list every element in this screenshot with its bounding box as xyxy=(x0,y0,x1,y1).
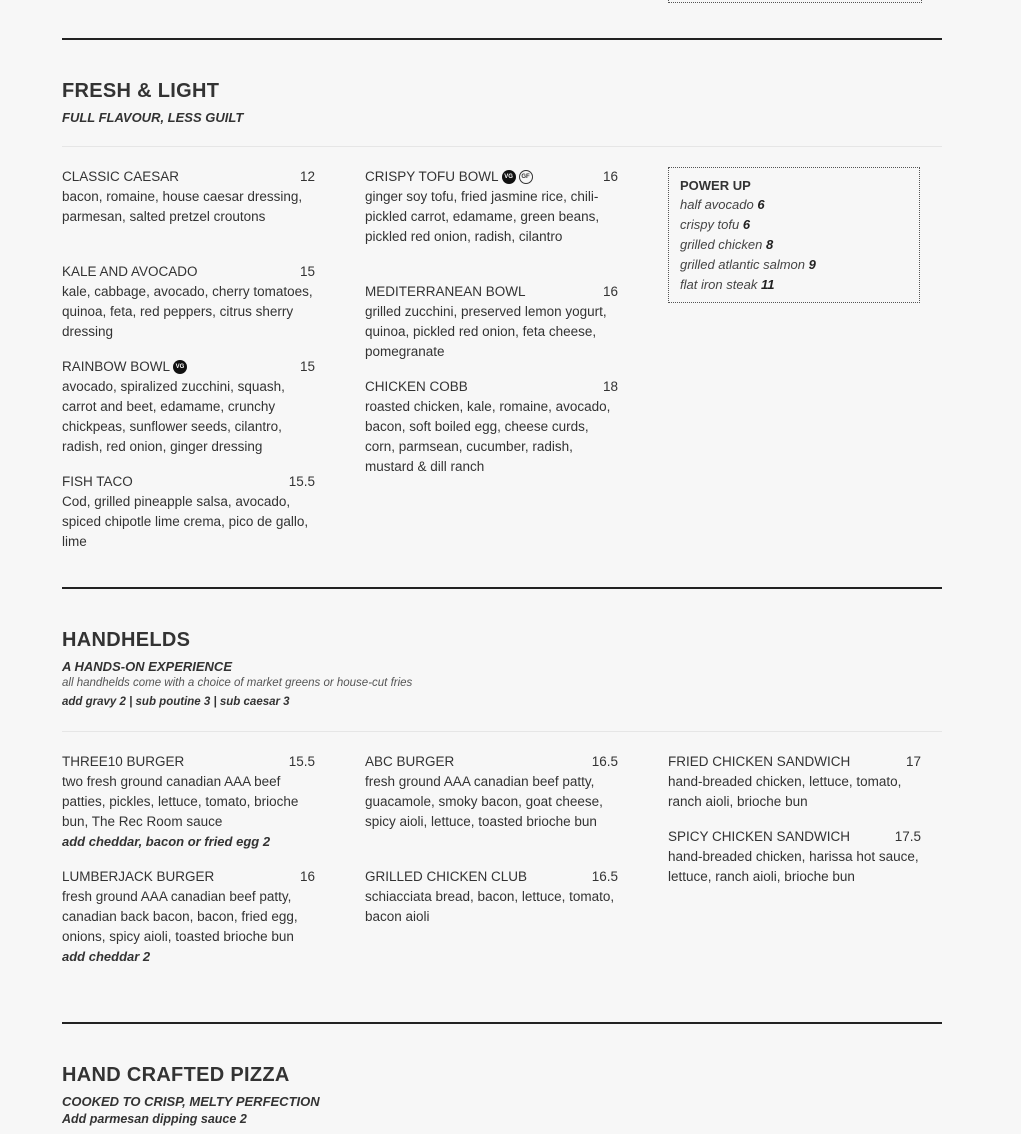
item-description: hand-breaded chicken, lettuce, tomato, ranch aioli, brioche bun xyxy=(668,774,902,809)
item-description: Cod, grilled pineapple salsa, avocado, spiced chipotle lime crema, pico de gallo, lime xyxy=(62,494,309,549)
gluten-free-badge-icon: GF xyxy=(519,170,533,184)
item-name: ABC BURGER xyxy=(365,754,455,769)
item-description: grilled zucchini, preserved lemon yogurt, quinoa, pickled red onion, feta cheese, pomegranate xyxy=(365,304,607,359)
power-up-row xyxy=(680,215,908,235)
item-name: CHICKEN COBB xyxy=(365,379,468,394)
item-description: two fresh ground canadian AAA beef patties, pickles, lettuce, tomato, brioche bun, The Rec Room sauce xyxy=(62,774,299,829)
menu-item-grilled-chicken-club xyxy=(365,867,618,927)
power-up-row xyxy=(680,195,908,215)
item-description: fresh ground AAA canadian beef patty, canadian back bacon, bacon, fried egg, onions, spicy aioli, toasted brioche bun xyxy=(62,889,298,944)
item-price: 16 xyxy=(299,869,315,884)
menu-item-lumberjack-burger xyxy=(62,867,315,967)
item-price: 16.5 xyxy=(591,869,618,884)
power-up-row xyxy=(680,235,908,255)
power-up-row xyxy=(680,275,908,295)
section-title-fresh-light: FRESH & LIGHT xyxy=(62,80,220,102)
power-up-label: grilled chicken xyxy=(680,237,763,252)
section-header-divider xyxy=(62,146,942,147)
item-price: 15 xyxy=(299,359,315,374)
section-divider xyxy=(62,1022,942,1024)
menu-item-fried-chicken-sandwich xyxy=(668,752,921,812)
power-up-price: 6 xyxy=(742,217,751,232)
menu-item-three10-burger xyxy=(62,752,315,852)
section-divider xyxy=(62,38,942,40)
menu-item-kale-and-avocado xyxy=(62,262,315,342)
vegan-badge-icon: VG xyxy=(173,360,187,374)
item-name: THREE10 BURGER xyxy=(62,754,185,769)
item-name: RAINBOW BOWL xyxy=(62,359,171,374)
menu-item-abc-burger xyxy=(365,752,618,832)
power-up-price: 11 xyxy=(760,277,775,292)
section-title-pizza: HAND CRAFTED PIZZA xyxy=(62,1064,290,1086)
power-up-row xyxy=(680,255,908,275)
power-up-label: flat iron steak xyxy=(680,277,758,292)
power-up-box xyxy=(668,167,920,303)
section-note-pizza: Add parmesan dipping sauce 2 xyxy=(62,1112,247,1126)
previous-section-box xyxy=(668,0,922,3)
item-name: KALE AND AVOCADO xyxy=(62,264,198,279)
menu-item-mediterranean-bowl xyxy=(365,282,618,362)
section-extras-handhelds: add gravy 2 | sub poutine 3 | sub caesar 3 xyxy=(62,696,290,708)
item-description: bacon, romaine, house caesar dressing, parmesan, salted pretzel croutons xyxy=(62,189,303,224)
item-description: schiacciata bread, bacon, lettuce, tomato, bacon aioli xyxy=(365,889,615,924)
item-name: CLASSIC CAESAR xyxy=(62,169,180,184)
section-note-handhelds: all handhelds come with a choice of market greens or house-cut fries xyxy=(62,677,413,689)
menu-item-spicy-chicken-sandwich xyxy=(668,827,921,887)
power-up-price: 8 xyxy=(766,237,774,252)
item-price: 18 xyxy=(602,379,618,394)
menu-item-classic-caesar xyxy=(62,167,315,227)
power-up-label: grilled atlantic salmon xyxy=(680,257,806,272)
section-divider xyxy=(62,587,942,589)
item-price: 16 xyxy=(602,169,618,184)
menu-item-crispy-tofu-bowl xyxy=(365,167,618,247)
item-name: LUMBERJACK BURGER xyxy=(62,869,215,884)
item-name: FRIED CHICKEN SANDWICH xyxy=(668,754,851,769)
item-description: kale, cabbage, avocado, cherry tomatoes, quinoa, feta, red peppers, citrus sherry dressing xyxy=(62,284,313,339)
item-price: 15.5 xyxy=(288,474,315,489)
item-description: roasted chicken, kale, romaine, avocado, bacon, soft boiled egg, cheese curds, corn, parmsean, cucumber, radish, mustard & dill ranch xyxy=(365,399,611,474)
power-up-label: half avocado xyxy=(680,197,754,212)
power-up-price: 6 xyxy=(757,197,765,212)
item-price: 17.5 xyxy=(894,829,921,844)
item-name: MEDITERRANEAN BOWL xyxy=(365,284,526,299)
item-price: 15 xyxy=(299,264,315,279)
section-title-handhelds: HANDHELDS xyxy=(62,629,191,651)
item-description: fresh ground AAA canadian beef patty, guacamole, smoky bacon, goat cheese, spicy aioli, lettuce, toasted brioche bun xyxy=(365,774,603,829)
item-name: CRISPY TOFU BOWL xyxy=(365,169,499,184)
item-price: 16.5 xyxy=(591,754,618,769)
power-up-label: crispy tofu xyxy=(680,217,740,232)
power-up-price: 9 xyxy=(808,257,816,272)
item-price: 17 xyxy=(905,754,921,769)
item-description: hand-breaded chicken, harissa hot sauce, lettuce, ranch aioli, brioche bun xyxy=(668,849,919,884)
menu-item-fish-taco xyxy=(62,472,315,552)
menu-item-chicken-cobb xyxy=(365,377,618,477)
item-addon: add cheddar, bacon or fried egg 2 xyxy=(62,834,271,849)
item-addon: add cheddar 2 xyxy=(62,949,151,964)
item-price: 12 xyxy=(299,169,315,184)
item-price: 15.5 xyxy=(288,754,315,769)
item-description: ginger soy tofu, fried jasmine rice, chili-pickled carrot, edamame, green beans, pickled red onion, radish, cilantro xyxy=(365,189,600,244)
section-subtitle-pizza: COOKED TO CRISP, MELTY PERFECTION xyxy=(62,1094,320,1109)
section-subtitle-fresh-light: FULL FLAVOUR, LESS GUILT xyxy=(62,110,244,125)
item-price: 16 xyxy=(602,284,618,299)
section-subtitle-handhelds: A HANDS-ON EXPERIENCE xyxy=(62,659,232,674)
power-up-title: POWER UP xyxy=(680,178,751,193)
menu-item-rainbow-bowl xyxy=(62,357,315,457)
item-description: avocado, spiralized zucchini, squash, carrot and beet, edamame, crunchy chickpeas, sunflower seeds, cilantro, radish, red onion, ginger dressing xyxy=(62,379,285,454)
section-header-divider xyxy=(62,731,942,732)
vegan-badge-icon: VG xyxy=(502,170,516,184)
item-name: SPICY CHICKEN SANDWICH xyxy=(668,829,851,844)
item-name: GRILLED CHICKEN CLUB xyxy=(365,869,528,884)
item-name: FISH TACO xyxy=(62,474,133,489)
